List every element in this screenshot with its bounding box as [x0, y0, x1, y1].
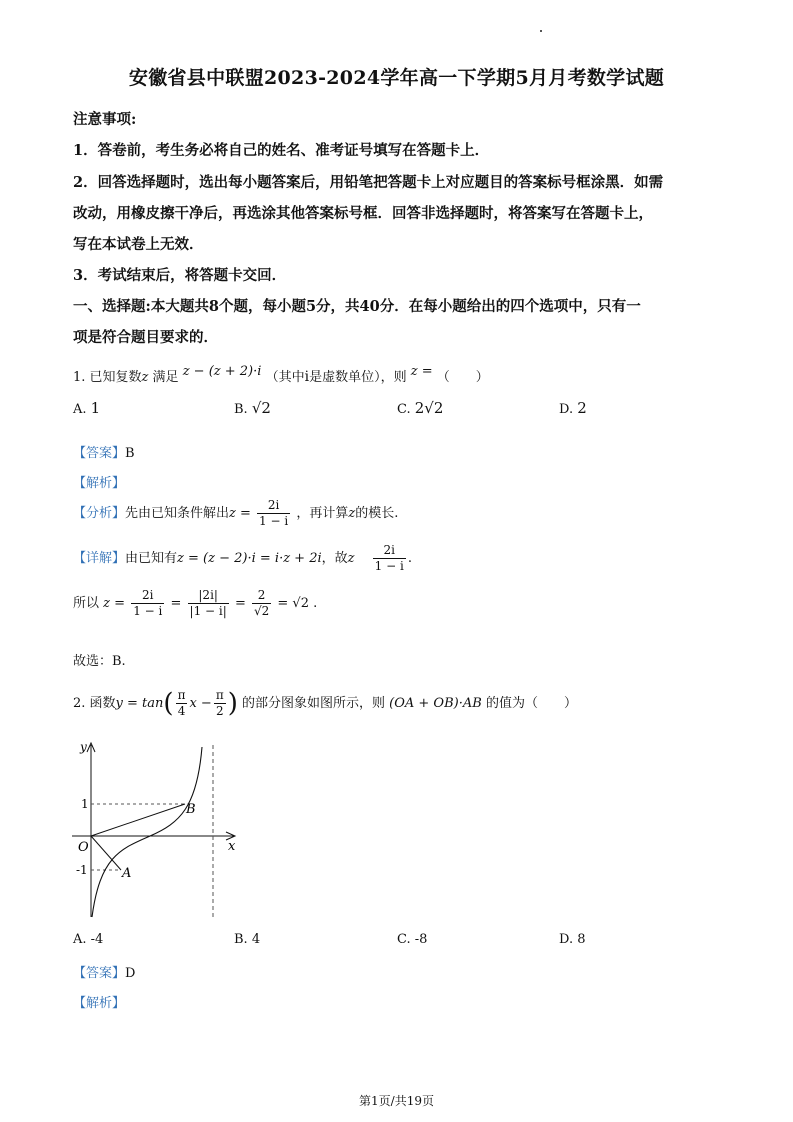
point-b-label: B: [186, 802, 196, 817]
q1-mid: 满足: [152, 370, 179, 385]
q1-xiangjie-end: .: [407, 551, 412, 566]
q1-xiangjie-z: z: [347, 551, 355, 566]
q2-frac2: [214, 688, 226, 719]
q1-fenxi-tag: 【分析】: [73, 506, 126, 521]
q1-option-c-label: C.: [397, 402, 411, 417]
segment-ob: [91, 804, 185, 836]
tick-label-neg1: -1: [76, 863, 88, 877]
y-axis-label: y: [80, 740, 87, 754]
q1-suoyi-eq2: =: [170, 596, 182, 611]
q1-suoyi-z: z: [103, 596, 111, 611]
section-1-line-2: 项是符合题目要求的．: [73, 329, 218, 346]
q2-option-a: A. -4: [73, 932, 104, 947]
q1-option-d-label: D.: [559, 402, 574, 417]
notice-item-1: 1．答卷前，考生务必将自己的姓名、准考证号填写在答题卡上．: [73, 142, 490, 159]
q1-suoyi-num3: 2: [252, 588, 271, 604]
q2-frac2-num: π: [215, 688, 224, 702]
q2-frac1-den: 4: [177, 704, 186, 718]
q1-option-c: [397, 399, 443, 417]
q1-suoyi-den3: √2: [253, 604, 270, 618]
q1-suoyi-den2: |1 − i|: [189, 604, 227, 618]
q1-option-c-value: 2√2: [414, 399, 444, 417]
q1-answer-tag: 【答案】: [73, 446, 126, 461]
q2-func-x: x −: [189, 696, 212, 711]
q1-equation: z − (z + 2)·i: [182, 364, 262, 379]
q1-suoyi-label: 所以: [73, 596, 100, 611]
q2-vector-expr: (OA + OB)·AB: [389, 696, 482, 711]
q2-paren-close: ): [227, 688, 238, 719]
q1-blank: （ ）: [436, 370, 489, 385]
page-footer: 第1页/共19页: [359, 1094, 434, 1108]
q1-analysis-label: 【解析】: [73, 476, 126, 491]
q2-analysis-tag: [73, 992, 125, 1011]
q1-xiangjie: [73, 543, 412, 574]
q2-frac2-den: 2: [215, 704, 224, 718]
q2-frac1: [176, 688, 188, 719]
q2-func-lhs: y = tan: [115, 696, 164, 711]
section-1-line-1: 一、选择题:本大题共8个题，每小题5分，共40分．在每小题给出的四个选项中，只有一: [73, 298, 641, 315]
q1-answer-value: B: [125, 446, 135, 461]
q2-graph: [62, 737, 252, 922]
q1-suoyi: [73, 588, 317, 619]
x-axis-label: x: [228, 839, 236, 854]
point-a-label: A: [122, 866, 132, 881]
q1-prefix: 1. 已知复数: [73, 370, 142, 385]
notice-item-3: 3．考试结束后，将答题卡交回．: [73, 267, 287, 284]
q2-stem: [73, 688, 577, 719]
q2-mid: 的部分图象如图所示，则: [242, 696, 386, 711]
q1-paren-end: 是虚数单位），则: [309, 370, 407, 385]
q2-prefix: 2. 函数: [73, 696, 116, 711]
q1-suoyi-den1: 1 − i: [133, 604, 163, 618]
notice-item-2-line-1: 2．回答选择题时，选出每小题答案后，用铅笔把答题卡上对应题目的答案标号框涂黑．如需: [73, 174, 664, 191]
q1-xiangjie-eq: z = (z − 2)·i = i·z + 2i: [177, 551, 322, 566]
q1-option-b: [234, 399, 271, 417]
q1-option-b-value: √2: [251, 399, 271, 417]
q1-fenxi-z2: z: [348, 506, 356, 521]
notice-item-2-line-2: 改动，用橡皮擦干净后，再选涂其他答案标号框．回答非选择题时，将答案写在答题卡上，: [73, 205, 653, 222]
q1-suoyi-frac1: [131, 588, 164, 619]
q1-fenxi-post: ，再计算: [296, 506, 349, 521]
page-title: 安徽省县中联盟2023-2024学年高一下学期5月月考数学试题: [128, 67, 665, 89]
q1-analysis-tag: [73, 472, 125, 491]
q2-answer: [73, 962, 135, 981]
q1-option-d: [559, 399, 587, 417]
q1-suoyi-eq3: =: [234, 596, 246, 611]
tan-curve: [92, 747, 202, 917]
q2-answer-tag: 【答案】: [73, 966, 126, 981]
tick-label-1: 1: [81, 797, 89, 811]
q1-fenxi-z: z =: [229, 506, 251, 521]
q1-suoyi-frac3: [252, 588, 271, 619]
q1-xiangjie-pre: 由已知有: [125, 551, 178, 566]
q1-imag-i: i: [304, 369, 310, 385]
speck: [540, 30, 542, 32]
q2-paren-open: (: [163, 688, 174, 719]
q2-tail: 的值为（ ）: [485, 696, 577, 711]
notice-item-2-line-3: 写在本试卷上无效．: [73, 236, 204, 253]
q1-fenxi-fraction: [257, 498, 290, 529]
q1-option-d-value: 2: [577, 399, 587, 417]
q1-stem: [73, 366, 489, 385]
q1-suoyi-frac2: [188, 588, 229, 619]
q1-fenxi-pre: 先由已知条件解出: [125, 506, 230, 521]
q1-answer: [73, 442, 135, 461]
q1-guxuan: 故选：B.: [73, 654, 126, 669]
q2-option-c: C. -8: [397, 932, 428, 947]
q1-paren: （其中: [265, 370, 305, 385]
segment-oa: [91, 836, 121, 870]
q1-fenxi-num: 2i: [257, 498, 290, 514]
q1-xiangjie-tag: 【详解】: [73, 551, 126, 566]
q1-option-a: [73, 399, 100, 417]
q1-ask: z =: [410, 364, 433, 379]
q1-fenxi-end: 的模长.: [355, 506, 399, 521]
q1-var-z: z: [141, 370, 149, 385]
q1-suoyi-num1: 2i: [131, 588, 164, 604]
origin-label: O: [78, 840, 89, 855]
q1-fenxi: [73, 498, 398, 529]
q1-option-a-value: 1: [90, 399, 101, 417]
q1-xiangjie-den: 1 − i: [374, 559, 404, 573]
q2-option-b: B. 4: [234, 932, 261, 947]
q1-suoyi-eq1: =: [114, 596, 126, 611]
q1-xiangjie-fraction: [373, 543, 406, 574]
q1-option-a-label: A.: [73, 402, 87, 417]
q1-option-b-label: B.: [234, 402, 248, 417]
q1-fenxi-den: 1 − i: [259, 514, 289, 528]
q2-frac1-num: π: [177, 688, 186, 702]
q2-answer-value: D: [125, 966, 136, 981]
q1-xiangjie-mid: ，故: [321, 551, 348, 566]
q1-suoyi-result: = √2 .: [277, 596, 318, 611]
q2-analysis-label: 【解析】: [73, 996, 126, 1011]
q2-option-d: D. 8: [559, 932, 586, 947]
q1-suoyi-num2: |2i|: [188, 588, 229, 604]
notice-heading: 注意事项:: [73, 111, 137, 128]
q1-xiangjie-num: 2i: [373, 543, 406, 559]
